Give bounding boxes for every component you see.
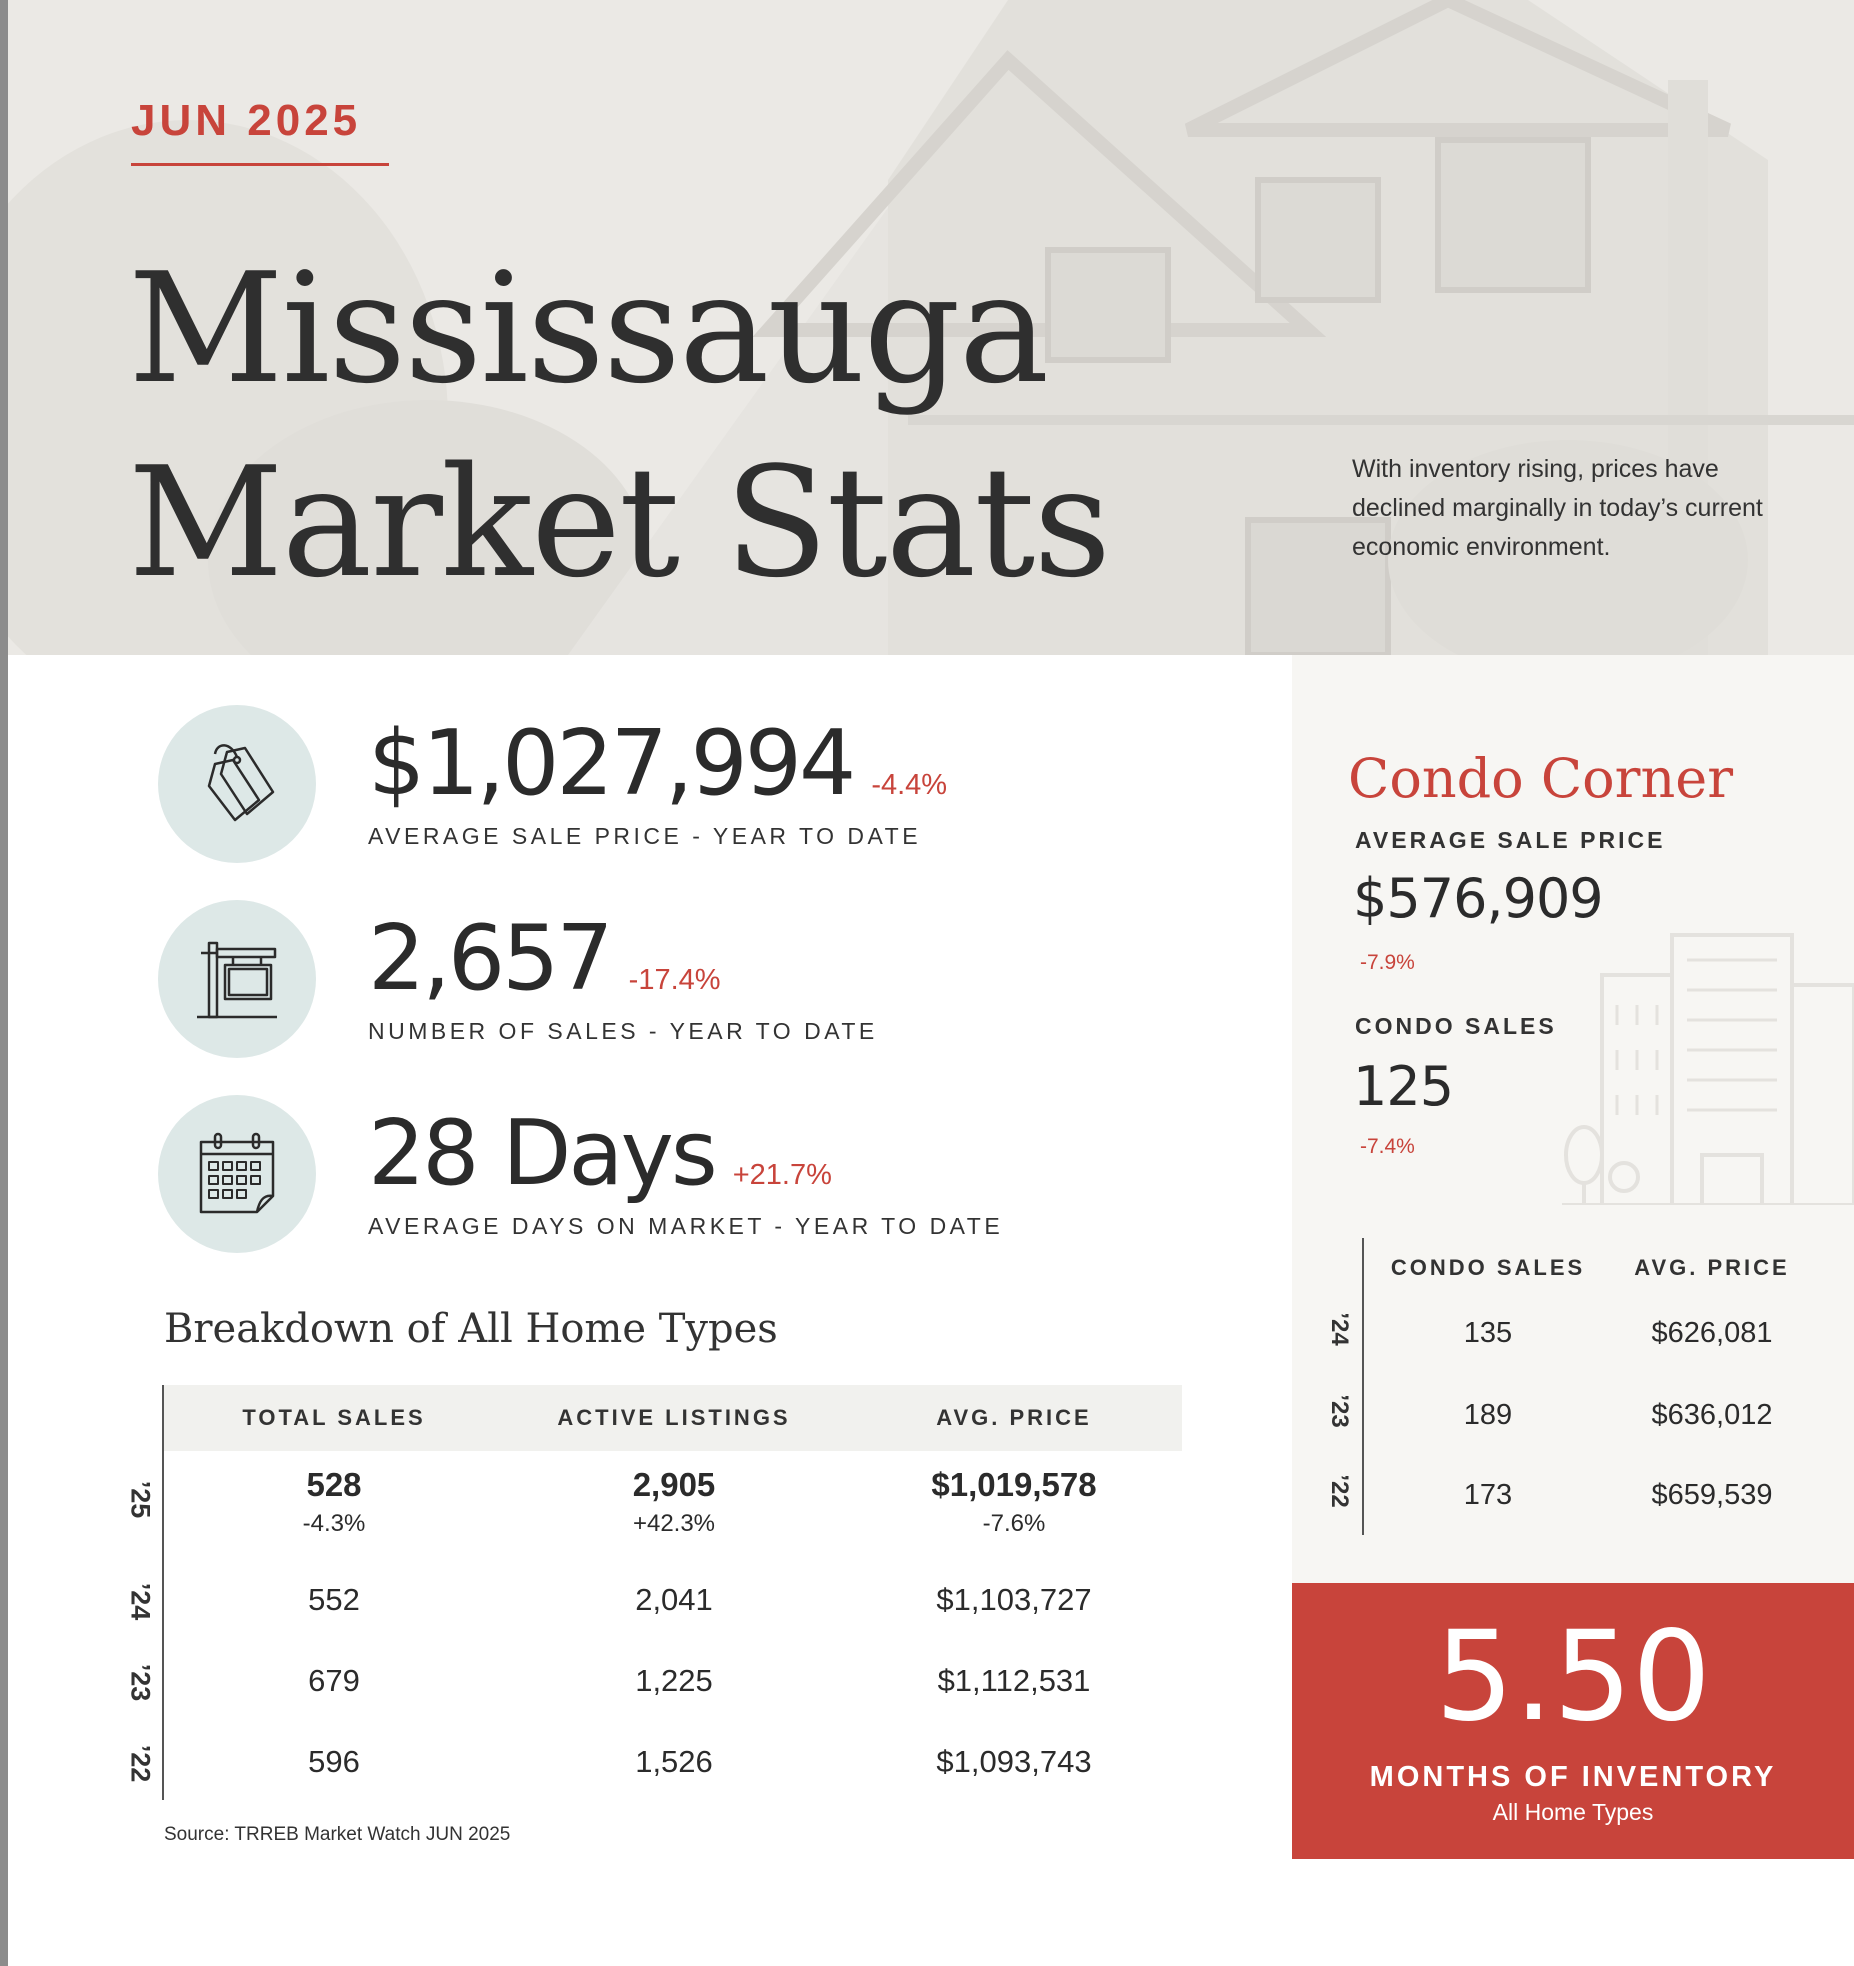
total-sales-cell — [164, 1466, 504, 1538]
total-sales-value: 679 — [308, 1663, 360, 1698]
active-listings-value: 1,225 — [635, 1663, 713, 1698]
row-year-label: ’22 — [125, 1744, 156, 1783]
active-listings-value: 2,905 — [632, 1466, 716, 1503]
active-listings-value: 2,041 — [635, 1582, 713, 1617]
condo-sales-label: CONDO SALES — [1355, 1013, 1557, 1039]
stat-label: AVERAGE DAYS ON MARKET - YEAR TO DATE — [368, 1213, 1004, 1239]
condo-sales-value: 125 — [1353, 1055, 1454, 1118]
condo-avg-price-cell: $626,081 — [1651, 1317, 1773, 1349]
row-year-label: ’24 — [125, 1582, 156, 1621]
avg-price-value: $1,112,531 — [937, 1663, 1091, 1698]
hero-banner — [8, 0, 1854, 655]
calendar-icon — [187, 1124, 287, 1224]
for-sale-sign-icon — [187, 929, 287, 1029]
stat-label: AVERAGE SALE PRICE - YEAR TO DATE — [368, 823, 922, 849]
condo-table-divider — [1362, 1238, 1364, 1535]
condo-avg-price-change: -7.9% — [1360, 951, 1415, 974]
page-title-line-1: Mississauga — [128, 240, 1048, 417]
stat-change: -17.4% — [628, 964, 721, 996]
stat-value-row — [368, 906, 721, 1011]
condo-corner-panel — [1292, 655, 1854, 1583]
row-year-label: ’22 — [1326, 1474, 1353, 1508]
stat-change: +21.7% — [732, 1159, 832, 1191]
condo-sales-cell: 135 — [1463, 1317, 1513, 1349]
avg-price-cell — [844, 1466, 1184, 1538]
months-of-inventory-subtitle: All Home Types — [1492, 1799, 1654, 1825]
month-underline — [131, 163, 389, 166]
row-year-label: ’23 — [1326, 1394, 1353, 1428]
report-month: JUN 2025 — [131, 96, 362, 145]
avg-price-change: -7.6% — [982, 1510, 1046, 1537]
stat-icon-circle — [158, 705, 316, 863]
column-header-active-listings: ACTIVE LISTINGS — [557, 1405, 791, 1430]
condo-sales-change: -7.4% — [1360, 1135, 1415, 1158]
stat-icon-circle — [158, 900, 316, 1058]
condo-avg-price-cell: $636,012 — [1651, 1399, 1773, 1431]
total-sales-value: 596 — [308, 1744, 360, 1779]
stat-number-of-sales — [158, 900, 1258, 1060]
page-edge — [0, 0, 8, 1966]
stat-change: -4.4% — [871, 769, 948, 801]
condo-avg-price-label: AVERAGE SALE PRICE — [1355, 827, 1666, 853]
stat-icon-circle — [158, 1095, 316, 1253]
condo-avg-price-value: $576,909 — [1353, 867, 1603, 930]
stat-days-on-market — [158, 1095, 1258, 1255]
stat-value: 28 Days — [368, 1101, 715, 1206]
column-header-avg-price: AVG. PRICE — [936, 1405, 1092, 1430]
condo-sales-cell: 173 — [1463, 1479, 1513, 1511]
breakdown-table-header — [164, 1385, 1182, 1451]
stat-label: NUMBER OF SALES - YEAR TO DATE — [368, 1018, 878, 1044]
stat-average-sale-price — [158, 705, 1258, 865]
active-listings-value: 1,526 — [635, 1744, 713, 1779]
active-listings-change: +42.3% — [632, 1510, 716, 1537]
source-note: Source: TRREB Market Watch JUN 2025 — [164, 1824, 511, 1845]
months-of-inventory-value: 5.50 — [1434, 1605, 1712, 1749]
total-sales-value: 528 — [306, 1466, 362, 1503]
active-listings-cell — [504, 1466, 844, 1538]
column-header-condo-sales: CONDO SALES — [1390, 1255, 1586, 1280]
months-of-inventory-label: MONTHS OF INVENTORY — [1369, 1761, 1777, 1793]
stat-value: 2,657 — [368, 906, 611, 1011]
total-sales-change: -4.3% — [302, 1510, 366, 1537]
column-header-condo-avg-price: AVG. PRICE — [1634, 1255, 1790, 1280]
months-of-inventory-box — [1292, 1583, 1854, 1859]
price-tag-icon — [187, 734, 287, 834]
page-title-line-2: Market Stats — [128, 434, 1110, 611]
condo-avg-price-cell: $659,539 — [1651, 1479, 1773, 1511]
condo-sales-cell: 189 — [1463, 1399, 1513, 1431]
column-header-total-sales: TOTAL SALES — [242, 1405, 426, 1430]
market-summary: With inventory rising, prices have declined marginally in today’s current economic environment. — [1352, 455, 1763, 561]
breakdown-title: Breakdown of All Home Types — [164, 1306, 778, 1352]
row-year-label: ’24 — [1326, 1312, 1353, 1346]
row-year-label: ’23 — [125, 1663, 156, 1702]
page-title — [128, 232, 1109, 620]
condo-corner-title: Condo Corner — [1348, 747, 1734, 810]
city-buildings-icon — [1562, 915, 1854, 1205]
total-sales-value: 552 — [308, 1582, 360, 1617]
avg-price-value: $1,019,578 — [931, 1466, 1097, 1503]
stat-value-row — [368, 711, 947, 816]
stat-value-row — [368, 1101, 832, 1206]
avg-price-value: $1,103,727 — [936, 1582, 1092, 1617]
stat-value: $1,027,994 — [368, 711, 854, 816]
row-year-label: ’25 — [125, 1480, 156, 1519]
avg-price-value: $1,093,743 — [936, 1744, 1092, 1779]
